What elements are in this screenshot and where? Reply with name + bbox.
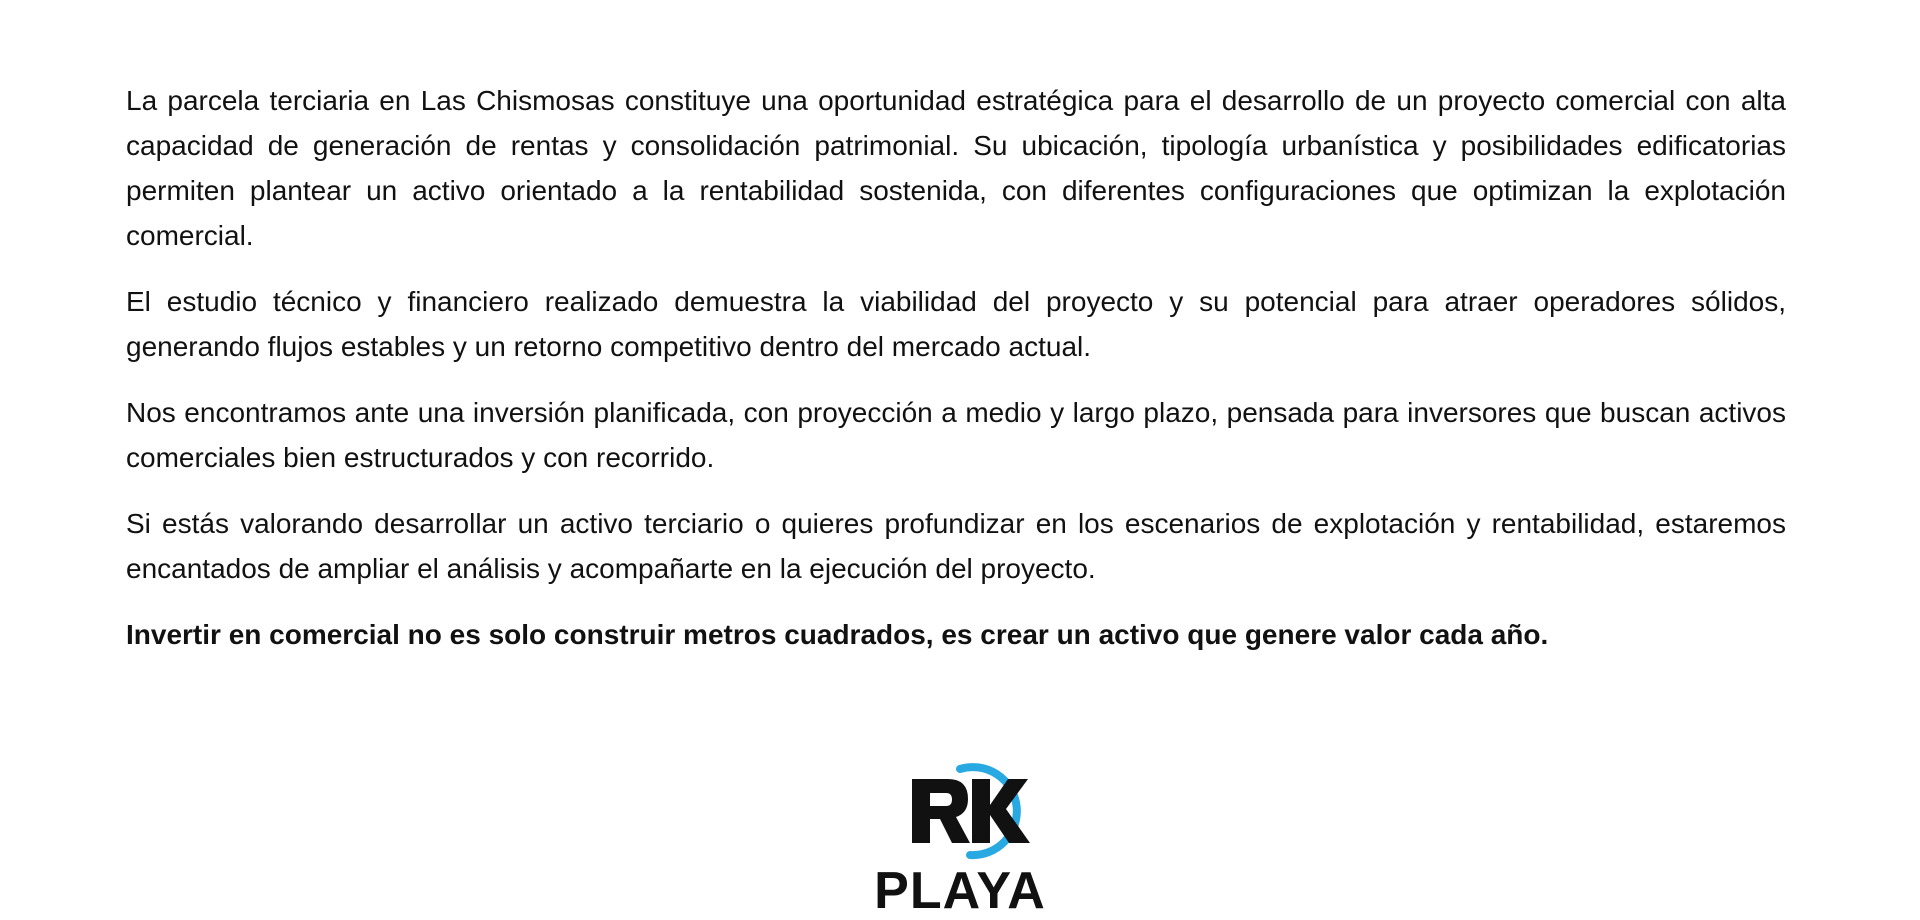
logo-wordmark: PLAYA xyxy=(874,862,1046,920)
paragraph-intro: La parcela terciaria en Las Chismosas constituye una oportunidad estratégica para el desarrollo de un proyecto comercial con alta capacidad de generación de rentas y consolidación patrimonial. Su ubicación, tipología urbanística y posibilidades edificatorias permiten plantear un activo orientado a la rentabilidad sostenida, con diferentes configuraciones que optimizan la explotación comercial. xyxy=(126,85,1786,251)
document-body xyxy=(126,78,1786,657)
paragraph-investment: Nos encontramos ante una inversión planificada, con proyección a medio y largo plazo, pensada para inversores que buscan activos comerciales bien estructurados y con recorrido. xyxy=(126,397,1786,473)
closing-statement: Invertir en comercial no es solo construir metros cuadrados, es crear un activo que genere valor cada año. xyxy=(126,619,1549,650)
logo-letter-r xyxy=(912,779,970,843)
rk-playa-logo xyxy=(864,755,1056,920)
logo-letter-k xyxy=(972,779,1030,843)
rk-monogram-logo-mark xyxy=(908,755,1038,865)
paragraph-contact: Si estás valorando desarrollar un activo terciario o quieres profundizar en los escenarios de explotación y rentabilidad, estaremos encantados de ampliar el análisis y acompañarte en la ejecución del proyecto. xyxy=(126,508,1786,584)
paragraph-study: El estudio técnico y financiero realizado demuestra la viabilidad del proyecto y su potencial para atraer operadores sólidos, generando flujos estables y un retorno competitivo dentro del mercado actual. xyxy=(126,286,1786,362)
